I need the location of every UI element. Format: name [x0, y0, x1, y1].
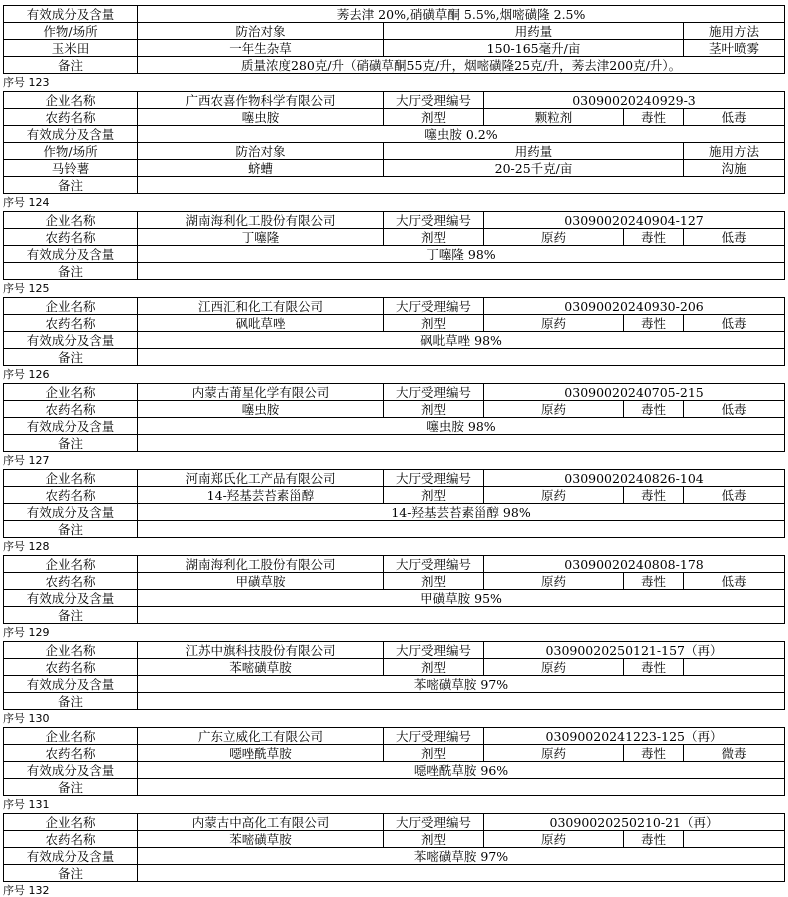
- formulation-label: 剂型: [384, 229, 484, 246]
- record-seq-label: 序号 127: [3, 454, 50, 467]
- reg-no-label: 大厅受理编号: [384, 384, 484, 401]
- toxicity-value: 低毒: [684, 315, 785, 332]
- remark-label: 备注: [4, 177, 138, 194]
- remark-value: 质量浓度280克/升（硝磺草酮55克/升，烟嘧磺隆25克/升，莠去津200克/升）。: [138, 57, 785, 74]
- toxicity-label: 毒性: [624, 229, 684, 246]
- formulation-value: 原药: [484, 573, 624, 590]
- product-value: 甲磺草胺: [138, 573, 384, 590]
- toxicity-label: 毒性: [624, 573, 684, 590]
- remark-row: [4, 57, 785, 74]
- usage-row: [4, 40, 785, 57]
- formulation-value: 原药: [484, 487, 624, 504]
- toxicity-value: [684, 831, 785, 848]
- company-label: 企业名称: [4, 384, 138, 401]
- company-value: 广西农喜作物科学有限公司: [138, 92, 384, 109]
- remark-value: [138, 607, 785, 624]
- formulation-value: 原药: [484, 659, 624, 676]
- ingredient-value: 丁噻隆 98%: [138, 246, 785, 263]
- ingredient-value: 苯嘧磺草胺 97%: [138, 676, 785, 693]
- record-seq-label: 序号 130: [3, 712, 50, 725]
- remark-row: [4, 693, 785, 710]
- company-label: 企业名称: [4, 556, 138, 573]
- formulation-value: 原药: [484, 831, 624, 848]
- formulation-label: 剂型: [384, 573, 484, 590]
- product-row: [4, 315, 785, 332]
- product-label: 农药名称: [4, 315, 138, 332]
- record-seq-label: 序号 128: [3, 540, 50, 553]
- target-value: 蛴螬: [138, 160, 384, 177]
- remark-label: 备注: [4, 349, 138, 366]
- reg-no-value: 03090020240705-215: [484, 384, 785, 401]
- remark-label: 备注: [4, 693, 138, 710]
- reg-no-label: 大厅受理编号: [384, 92, 484, 109]
- formulation-value: 原药: [484, 229, 624, 246]
- ingredient-value: 噁唑酰草胺 96%: [138, 762, 785, 779]
- ingredient-label: 有效成分及含量: [4, 848, 138, 865]
- dosage-header: 用药量: [384, 143, 684, 160]
- reg-no-value: 03090020250121-157（再）: [484, 642, 785, 659]
- ingredient-row: [4, 126, 785, 143]
- dosage-value: 150-165毫升/亩: [384, 40, 684, 57]
- remark-row: [4, 865, 785, 882]
- record-table: [3, 383, 785, 452]
- formulation-label: 剂型: [384, 401, 484, 418]
- record-table-top: [3, 5, 785, 74]
- formulation-value: 原药: [484, 401, 624, 418]
- ingredient-label: 有效成分及含量: [4, 676, 138, 693]
- toxicity-value: [684, 659, 785, 676]
- ingredient-label: 有效成分及含量: [4, 332, 138, 349]
- ingredient-label: 有效成分及含量: [4, 762, 138, 779]
- ingredient-label: 有效成分及含量: [4, 126, 138, 143]
- usage-row: [4, 160, 785, 177]
- toxicity-value: 低毒: [684, 487, 785, 504]
- reg-no-label: 大厅受理编号: [384, 470, 484, 487]
- remark-value: [138, 349, 785, 366]
- product-label: 农药名称: [4, 573, 138, 590]
- ingredient-row: [4, 332, 785, 349]
- remark-row: [4, 607, 785, 624]
- ingredient-value: 莠去津 20%,硝磺草酮 5.5%,烟嘧磺隆 2.5%: [138, 6, 785, 23]
- remark-row: [4, 779, 785, 796]
- product-row: [4, 745, 785, 762]
- remark-value: [138, 435, 785, 452]
- product-value: 苯嘧磺草胺: [138, 659, 384, 676]
- product-label: 农药名称: [4, 229, 138, 246]
- formulation-label: 剂型: [384, 315, 484, 332]
- reg-no-value: 03090020240808-178: [484, 556, 785, 573]
- remark-row: [4, 521, 785, 538]
- ingredient-label: 有效成分及含量: [4, 504, 138, 521]
- toxicity-value: 低毒: [684, 401, 785, 418]
- formulation-value: 颗粒剂: [484, 109, 624, 126]
- reg-no-label: 大厅受理编号: [384, 728, 484, 745]
- remark-label: 备注: [4, 57, 138, 74]
- company-label: 企业名称: [4, 814, 138, 831]
- record-table: [3, 297, 785, 366]
- reg-no-value: 03090020240826-104: [484, 470, 785, 487]
- remark-row: [4, 177, 785, 194]
- product-value: 苯嘧磺草胺: [138, 831, 384, 848]
- product-label: 农药名称: [4, 109, 138, 126]
- product-label: 农药名称: [4, 487, 138, 504]
- ingredient-row: [4, 418, 785, 435]
- toxicity-label: 毒性: [624, 745, 684, 762]
- ingredient-label: 有效成分及含量: [4, 246, 138, 263]
- company-label: 企业名称: [4, 92, 138, 109]
- record-table: [3, 727, 785, 796]
- target-header: 防治对象: [138, 143, 384, 160]
- record-seq-label: 序号 131: [3, 798, 50, 811]
- reg-no-value: 03090020240904-127: [484, 212, 785, 229]
- toxicity-label: 毒性: [624, 401, 684, 418]
- product-label: 农药名称: [4, 659, 138, 676]
- record-seq-label: 序号 123: [3, 76, 50, 89]
- toxicity-value: 低毒: [684, 573, 785, 590]
- ingredient-row: [4, 590, 785, 607]
- dosage-header: 用药量: [384, 23, 684, 40]
- usage-header-row: [4, 23, 785, 40]
- company-label: 企业名称: [4, 470, 138, 487]
- remark-label: 备注: [4, 865, 138, 882]
- record-table: [3, 641, 785, 710]
- reg-no-value: 03090020250210-21（再）: [484, 814, 785, 831]
- usage-header-row: [4, 143, 785, 160]
- remark-row: [4, 349, 785, 366]
- company-value: 河南郑氏化工产品有限公司: [138, 470, 384, 487]
- record-table: [3, 555, 785, 624]
- ingredient-value: 砜吡草唑 98%: [138, 332, 785, 349]
- company-row: [4, 212, 785, 229]
- ingredient-value: 噻虫胺 98%: [138, 418, 785, 435]
- toxicity-label: 毒性: [624, 487, 684, 504]
- reg-no-value: 03090020240929-3: [484, 92, 785, 109]
- product-value: 噻虫胺: [138, 109, 384, 126]
- company-value: 内蒙古中高化工有限公司: [138, 814, 384, 831]
- company-label: 企业名称: [4, 728, 138, 745]
- product-row: [4, 573, 785, 590]
- company-value: 湖南海利化工股份有限公司: [138, 556, 384, 573]
- ingredient-row: [4, 762, 785, 779]
- formulation-label: 剂型: [384, 109, 484, 126]
- product-value: 噁唑酰草胺: [138, 745, 384, 762]
- remark-value: [138, 693, 785, 710]
- formulation-value: 原药: [484, 745, 624, 762]
- company-row: [4, 470, 785, 487]
- remark-value: [138, 177, 785, 194]
- product-row: [4, 109, 785, 126]
- reg-no-label: 大厅受理编号: [384, 642, 484, 659]
- record-table: [3, 91, 785, 194]
- company-row: [4, 92, 785, 109]
- reg-no-value: 03090020241223-125（再）: [484, 728, 785, 745]
- formulation-label: 剂型: [384, 659, 484, 676]
- record-seq-label: 序号 132: [3, 884, 50, 897]
- crop-header: 作物/场所: [4, 143, 138, 160]
- reg-no-label: 大厅受理编号: [384, 298, 484, 315]
- product-label: 农药名称: [4, 401, 138, 418]
- ingredient-row: [4, 6, 785, 23]
- record-seq-label: 序号 126: [3, 368, 50, 381]
- toxicity-label: 毒性: [624, 659, 684, 676]
- toxicity-value: 低毒: [684, 109, 785, 126]
- ingredient-value: 14-羟基芸苔素甾醇 98%: [138, 504, 785, 521]
- product-value: 14-羟基芸苔素甾醇: [138, 487, 384, 504]
- record-seq-label: 序号 125: [3, 282, 50, 295]
- company-row: [4, 642, 785, 659]
- ingredient-value: 苯嘧磺草胺 97%: [138, 848, 785, 865]
- crop-value: 马铃薯: [4, 160, 138, 177]
- ingredient-row: [4, 676, 785, 693]
- ingredient-label: 有效成分及含量: [4, 418, 138, 435]
- product-value: 丁噻隆: [138, 229, 384, 246]
- method-header: 施用方法: [684, 143, 785, 160]
- company-label: 企业名称: [4, 212, 138, 229]
- record-table: [3, 813, 785, 882]
- remark-label: 备注: [4, 779, 138, 796]
- remark-label: 备注: [4, 607, 138, 624]
- remark-value: [138, 779, 785, 796]
- company-value: 江西汇和化工有限公司: [138, 298, 384, 315]
- ingredient-value: 噻虫胺 0.2%: [138, 126, 785, 143]
- product-row: [4, 831, 785, 848]
- remark-value: [138, 865, 785, 882]
- product-label: 农药名称: [4, 831, 138, 848]
- ingredient-value: 甲磺草胺 95%: [138, 590, 785, 607]
- product-value: 噻虫胺: [138, 401, 384, 418]
- company-row: [4, 556, 785, 573]
- target-header: 防治对象: [138, 23, 384, 40]
- company-row: [4, 814, 785, 831]
- company-value: 内蒙古莆星化学有限公司: [138, 384, 384, 401]
- product-value: 砜吡草唑: [138, 315, 384, 332]
- remark-label: 备注: [4, 435, 138, 452]
- target-value: 一年生杂草: [138, 40, 384, 57]
- reg-no-label: 大厅受理编号: [384, 212, 484, 229]
- ingredient-label: 有效成分及含量: [4, 6, 138, 23]
- remark-value: [138, 521, 785, 538]
- company-value: 湖南海利化工股份有限公司: [138, 212, 384, 229]
- toxicity-label: 毒性: [624, 315, 684, 332]
- remark-value: [138, 263, 785, 280]
- dosage-value: 20-25千克/亩: [384, 160, 684, 177]
- company-row: [4, 384, 785, 401]
- formulation-label: 剂型: [384, 487, 484, 504]
- company-row: [4, 298, 785, 315]
- method-header: 施用方法: [684, 23, 785, 40]
- product-row: [4, 401, 785, 418]
- reg-no-label: 大厅受理编号: [384, 556, 484, 573]
- company-label: 企业名称: [4, 298, 138, 315]
- company-row: [4, 728, 785, 745]
- remark-row: [4, 435, 785, 452]
- crop-value: 玉米田: [4, 40, 138, 57]
- reg-no-value: 03090020240930-206: [484, 298, 785, 315]
- remark-row: [4, 263, 785, 280]
- toxicity-value: 微毒: [684, 745, 785, 762]
- record-table: [3, 469, 785, 538]
- method-value: 茎叶喷雾: [684, 40, 785, 57]
- reg-no-label: 大厅受理编号: [384, 814, 484, 831]
- company-value: 广东立威化工有限公司: [138, 728, 384, 745]
- product-row: [4, 229, 785, 246]
- toxicity-label: 毒性: [624, 109, 684, 126]
- toxicity-value: 低毒: [684, 229, 785, 246]
- remark-label: 备注: [4, 521, 138, 538]
- method-value: 沟施: [684, 160, 785, 177]
- record-table: [3, 211, 785, 280]
- product-row: [4, 659, 785, 676]
- crop-header: 作物/场所: [4, 23, 138, 40]
- product-label: 农药名称: [4, 745, 138, 762]
- product-row: [4, 487, 785, 504]
- toxicity-label: 毒性: [624, 831, 684, 848]
- ingredient-label: 有效成分及含量: [4, 590, 138, 607]
- ingredient-row: [4, 504, 785, 521]
- company-label: 企业名称: [4, 642, 138, 659]
- company-value: 江苏中旗科技股份有限公司: [138, 642, 384, 659]
- remark-label: 备注: [4, 263, 138, 280]
- record-seq-label: 序号 129: [3, 626, 50, 639]
- record-seq-label: 序号 124: [3, 196, 50, 209]
- ingredient-row: [4, 246, 785, 263]
- formulation-label: 剂型: [384, 745, 484, 762]
- formulation-value: 原药: [484, 315, 624, 332]
- formulation-label: 剂型: [384, 831, 484, 848]
- ingredient-row: [4, 848, 785, 865]
